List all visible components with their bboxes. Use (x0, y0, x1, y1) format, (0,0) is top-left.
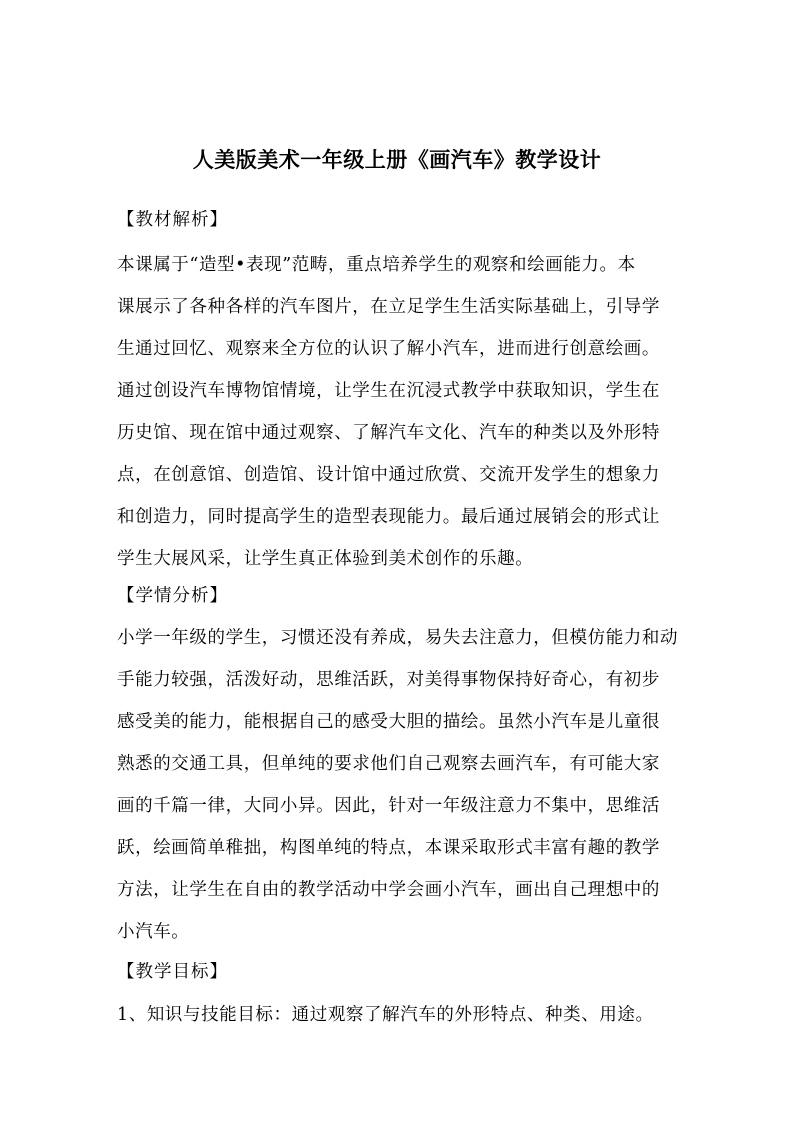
paragraph-line: 历史馆、现在馆中通过观察、了解汽车文化、汽车的种类以及外形特 (117, 423, 660, 443)
paragraph-line: 感受美的能力，能根据自己的感受大胆的描绘。虽然小汽车是儿童很 (117, 712, 660, 732)
paragraph-line: 生通过回忆、观察来全方位的认识了解小汽车，进而进行创意绘画。 (117, 339, 660, 359)
section-heading-student-analysis: 【学情分析】 (117, 586, 228, 606)
paragraph-line: 1、知识与技能目标：通过观察了解汽车的外形特点、种类、用途。 (117, 1005, 654, 1025)
section-heading-textbook-analysis: 【教材解析】 (117, 210, 228, 230)
paragraph-line: 点，在创意馆、创造馆、设计馆中通过欣赏、交流开发学生的想象力 (117, 465, 660, 485)
paragraph-line: 学生大展风采，让学生真正体验到美术创作的乐趣。 (117, 549, 534, 569)
paragraph-line: 通过创设汽车博物馆情境，让学生在沉浸式教学中获取知识，学生在 (117, 381, 660, 401)
paragraph-line: 小学一年级的学生，习惯还没有养成，易失去注意力，但模仿能力和动 (117, 628, 679, 648)
paragraph-line: 课展示了各种各样的汽车图片，在立足学生生活实际基础上，引导学 (117, 297, 660, 317)
paragraph-line: 本课属于“造型•表现”范畴，重点培养学生的观察和绘画能力。本 (117, 255, 636, 275)
paragraph-line: 小汽车。 (117, 922, 190, 942)
section-heading-teaching-goals: 【教学目标】 (117, 962, 228, 982)
paragraph-line: 画的千篇一律，大同小异。因此，针对一年级注意力不集中，思维活 (117, 796, 660, 816)
paragraph-line: 跃，绘画简单稚拙，构图单纯的特点，本课采取形式丰富有趣的教学 (117, 838, 660, 858)
paragraph-line: 手能力较强，活泼好动，思维活跃，对美得事物保持好奇心，有初步 (117, 670, 660, 690)
paragraph-line: 和创造力，同时提高学生的造型表现能力。最后通过展销会的形式让 (117, 507, 660, 527)
paragraph-line: 方法，让学生在自由的教学活动中学会画小汽车，画出自己理想中的 (117, 880, 660, 900)
document-title: 人美版美术一年级上册《画汽车》教学设计 (192, 147, 602, 172)
paragraph-line: 熟悉的交通工具，但单纯的要求他们自己观察去画汽车，有可能大家 (117, 754, 660, 774)
